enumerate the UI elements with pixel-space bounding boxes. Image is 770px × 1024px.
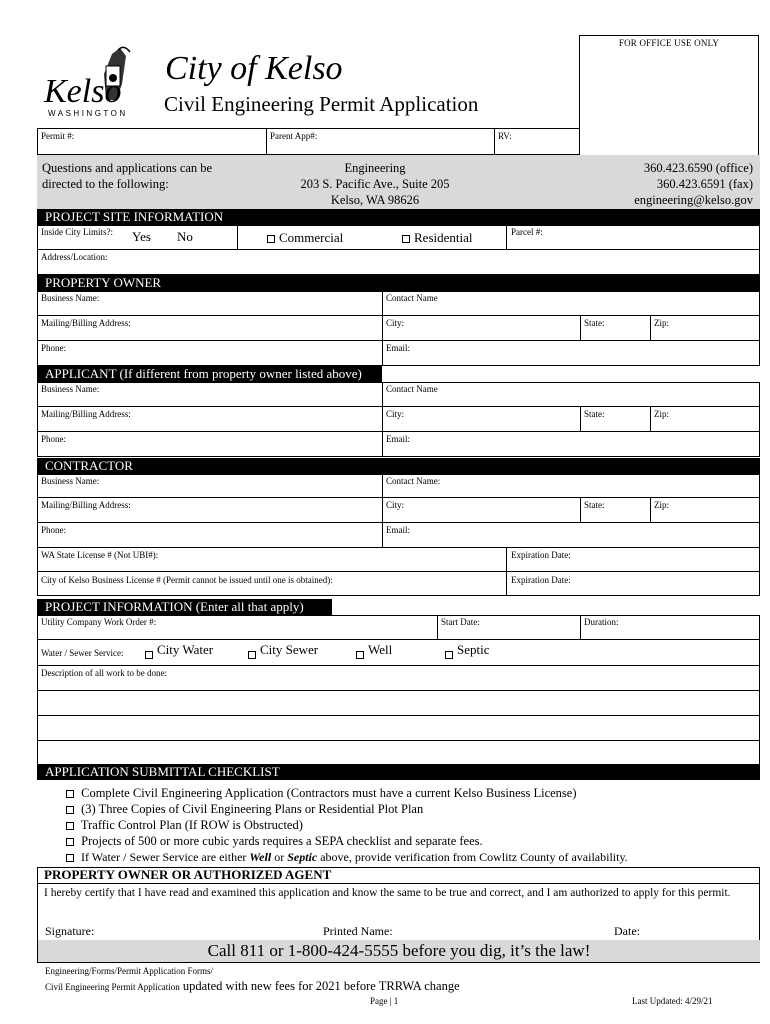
- contact-left: Questions and applications can be directed to the following:: [42, 161, 213, 191]
- applicant-phone[interactable]: Phone:: [41, 434, 67, 444]
- checkbox-icon[interactable]: [248, 651, 256, 659]
- checkbox-icon[interactable]: [145, 651, 153, 659]
- office-use-label: FOR OFFICE USE ONLY: [618, 38, 720, 48]
- septic-option[interactable]: Septic: [445, 642, 490, 659]
- applicant-mailing[interactable]: Mailing/Billing Address:: [41, 409, 131, 419]
- checklist: [66, 785, 628, 865]
- utility-work-order[interactable]: Utility Company Work Order #:: [41, 617, 157, 627]
- footer-path: Engineering/Forms/Permit Application Forms/: [45, 966, 213, 976]
- start-date[interactable]: Start Date:: [441, 617, 480, 627]
- applicant-email[interactable]: Email:: [386, 434, 410, 444]
- wa-license-field[interactable]: WA State License # (Not UBI#):: [41, 550, 159, 560]
- applicant-state[interactable]: State:: [584, 409, 605, 419]
- inside-city-no[interactable]: No: [177, 229, 193, 244]
- checklist-item[interactable]: (3) Three Copies of Civil Engineering Plans or Residential Plot Plan: [66, 801, 628, 817]
- checklist-header: APPLICATION SUBMITTAL CHECKLIST: [37, 764, 760, 780]
- commercial-option[interactable]: Commercial: [267, 230, 343, 246]
- checkbox-icon[interactable]: [66, 854, 74, 862]
- address-field[interactable]: Address/Location:: [37, 249, 760, 275]
- residential-option[interactable]: Residential: [402, 230, 473, 246]
- checklist-item[interactable]: Projects of 500 or more cubic yards requires a SEPA checklist and separate fees.: [66, 833, 628, 849]
- office-use-box: [579, 35, 759, 156]
- well-option[interactable]: Well: [356, 642, 392, 659]
- certification-text: I hereby certify that I have read and examined this application and know the same to be true and correct, and I am authorized to apply for this permit.: [44, 887, 731, 899]
- applicant-city[interactable]: City:: [386, 409, 405, 419]
- form-title: Civil Engineering Permit Application: [164, 92, 479, 116]
- project-info-header: PROJECT INFORMATION (Enter all that apply): [37, 599, 332, 615]
- inside-city-yes[interactable]: Yes: [132, 229, 151, 244]
- permit-no-field[interactable]: Permit #:: [37, 128, 267, 155]
- owner-state[interactable]: State:: [584, 318, 605, 328]
- footer-update-note: Civil Engineering Permit Application updated with new fees for 2021 before TRRWA change: [45, 979, 460, 993]
- contractor-phone[interactable]: Phone:: [41, 525, 67, 535]
- email-link[interactable]: engineering@kelso.gov: [634, 193, 753, 207]
- contractor-email[interactable]: Email:: [386, 525, 410, 535]
- parcel-label: Parcel #:: [511, 227, 543, 237]
- last-updated: Last Updated: 4/29/21: [632, 996, 713, 1006]
- work-description-field[interactable]: Description of all work to be done:: [41, 668, 167, 678]
- checkbox-icon[interactable]: [66, 838, 74, 846]
- city-sewer-option[interactable]: City Sewer: [248, 642, 318, 659]
- svg-text:Kelso: Kelso: [44, 73, 122, 110]
- city-water-option[interactable]: City Water: [145, 642, 213, 659]
- checklist-item[interactable]: If Water / Sewer Service are either Well or Septic above, provide verification from Cowlitz County of availability.: [66, 849, 628, 865]
- checkbox-icon[interactable]: [267, 235, 275, 243]
- page-number: Page | 1: [370, 996, 399, 1006]
- signature-field[interactable]: Signature:: [45, 924, 95, 938]
- contractor-state[interactable]: State:: [584, 500, 605, 510]
- city-logo: [42, 44, 152, 120]
- parent-app-field[interactable]: Parent App#:: [266, 128, 495, 155]
- checkbox-icon[interactable]: [66, 806, 74, 814]
- kelso-license-expiration[interactable]: Expiration Date:: [511, 575, 571, 585]
- owner-mailing[interactable]: Mailing/Billing Address:: [41, 318, 131, 328]
- checklist-item[interactable]: Traffic Control Plan (If ROW is Obstructed): [66, 817, 628, 833]
- contractor-mailing[interactable]: Mailing/Billing Address:: [41, 500, 131, 510]
- checklist-item[interactable]: Complete Civil Engineering Application (Contractors must have a current Kelso Business License): [66, 785, 628, 801]
- owner-business-name[interactable]: Business Name:: [41, 293, 100, 303]
- date-field[interactable]: Date:: [614, 924, 640, 938]
- water-sewer-label: Water / Sewer Service:: [41, 648, 124, 658]
- duration[interactable]: Duration:: [584, 617, 619, 627]
- city-seal-icon: [42, 44, 152, 120]
- checkbox-icon[interactable]: [66, 790, 74, 798]
- owner-email[interactable]: Email:: [386, 343, 410, 353]
- owner-contact-name[interactable]: Contact Name: [386, 293, 438, 303]
- applicant-header: APPLICANT (If different from property owner listed above): [37, 366, 382, 382]
- kelso-license-field[interactable]: City of Kelso Business License # (Permit cannot be issued until one is obtained):: [41, 575, 333, 585]
- checkbox-icon[interactable]: [66, 822, 74, 830]
- rv-field[interactable]: RV:: [494, 128, 580, 155]
- contact-center: Engineering 203 S. Pacific Ave., Suite 205 Kelso, WA 98626: [300, 161, 450, 207]
- owner-phone[interactable]: Phone:: [41, 343, 67, 353]
- checkbox-icon[interactable]: [445, 651, 453, 659]
- city-title: City of Kelso: [165, 50, 343, 87]
- contractor-city[interactable]: City:: [386, 500, 405, 510]
- project-site-header: PROJECT SITE INFORMATION: [37, 209, 760, 225]
- checkbox-icon[interactable]: [402, 235, 410, 243]
- call-811-banner: Call 811 or 1-800-424-5555 before you dig, it’s the law!: [38, 940, 760, 962]
- contractor-business-name[interactable]: Business Name:: [41, 476, 100, 486]
- wa-license-expiration[interactable]: Expiration Date:: [511, 550, 571, 560]
- applicant-business-name[interactable]: Business Name:: [41, 384, 100, 394]
- contractor-zip[interactable]: Zip:: [654, 500, 669, 510]
- contractor-header: CONTRACTOR: [37, 458, 760, 474]
- owner-city[interactable]: City:: [386, 318, 405, 328]
- applicant-contact-name[interactable]: Contact Name: [386, 384, 438, 394]
- checkbox-icon[interactable]: [356, 651, 364, 659]
- inside-city-label: Inside City Limits?:: [41, 227, 113, 237]
- property-owner-header: PROPERTY OWNER: [37, 275, 760, 291]
- contractor-contact-name[interactable]: Contact Name:: [386, 476, 441, 486]
- svg-text:WASHINGTON: WASHINGTON: [48, 109, 128, 118]
- printed-name-field[interactable]: Printed Name:: [323, 924, 393, 938]
- contact-right: 360.423.6590 (office) 360.423.6591 (fax) engineering@kelso.gov: [540, 160, 753, 208]
- authorization-header: PROPERTY OWNER OR AUTHORIZED AGENT: [44, 867, 332, 882]
- applicant-zip[interactable]: Zip:: [654, 409, 669, 419]
- owner-zip[interactable]: Zip:: [654, 318, 669, 328]
